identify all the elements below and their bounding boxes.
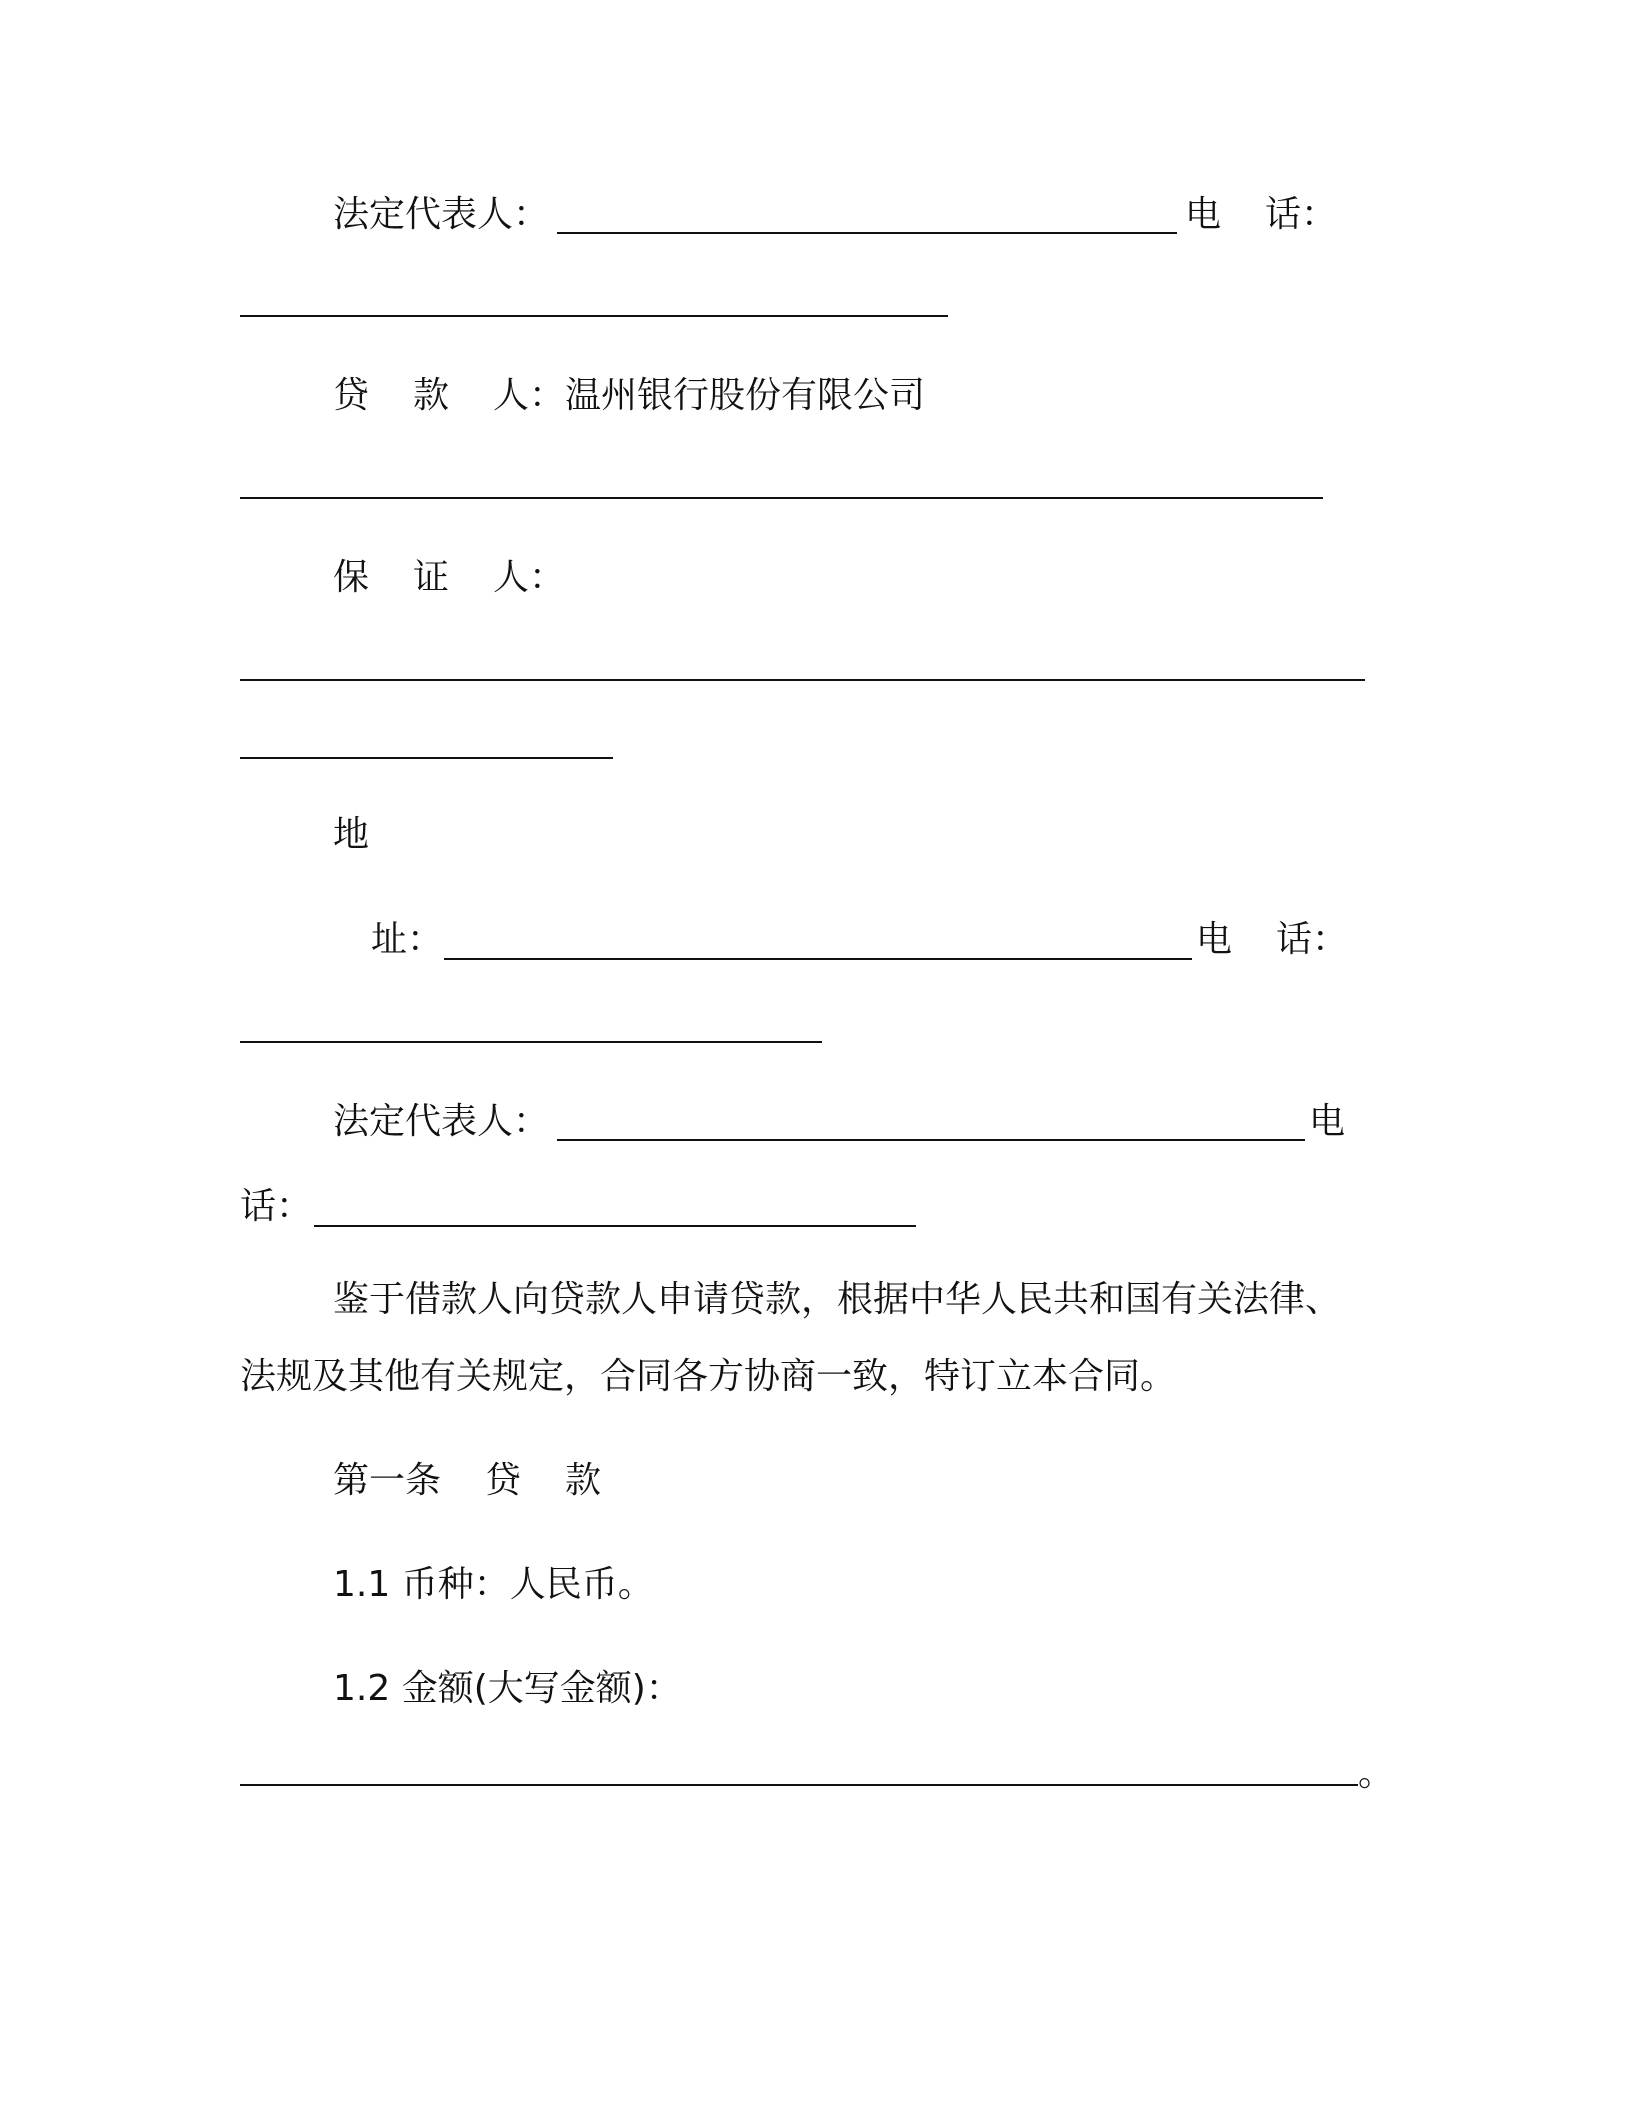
- guarantor-legal-rep-phone-blank[interactable]: [314, 1225, 916, 1227]
- address-blank[interactable]: [444, 958, 1192, 960]
- amount-blank[interactable]: [240, 1784, 1358, 1786]
- lender-row: 贷 款 人：温州银行股份有限公司: [333, 375, 926, 416]
- borrower-legal-rep-row: [333, 193, 549, 237]
- clause-1-1: 1.1 币种：人民币。: [333, 1564, 654, 1605]
- legal-rep-phone-blank[interactable]: [240, 315, 948, 317]
- address-label-top: 地: [333, 814, 370, 855]
- guarantor-legal-rep-blank[interactable]: [557, 1139, 1305, 1141]
- guarantor-row: 保 证 人：: [333, 557, 566, 598]
- address-label-bottom: 址：: [371, 919, 444, 960]
- guarantor-legal-rep-phone-1: 电: [1309, 1101, 1346, 1142]
- legal-rep-phone-label: 电 话：: [1185, 194, 1338, 235]
- guarantor-blank-1[interactable]: [240, 679, 1365, 681]
- guarantor-legal-rep-phone-2: 话：: [240, 1186, 313, 1227]
- address-phone-blank[interactable]: [240, 1041, 822, 1043]
- article-1-title: 第一条 贷 款: [333, 1460, 602, 1501]
- guarantor-legal-rep-row: 法定代表人：: [333, 1101, 550, 1142]
- amount-end-mark: 。: [1358, 1753, 1395, 1794]
- preamble-line-1: 鉴于借款人向贷款人申请贷款，根据中华人民共和国有关法律、: [333, 1279, 1342, 1320]
- guarantor-blank-2[interactable]: [240, 757, 613, 759]
- preamble-line-2: 法规及其他有关规定，合同各方协商一致，特订立本合同。: [240, 1356, 1177, 1397]
- legal-rep-label: 法定代表人：: [333, 194, 550, 235]
- lender-blank[interactable]: [240, 497, 1323, 499]
- address-phone-label: 电 话：: [1196, 919, 1349, 960]
- legal-rep-blank[interactable]: [557, 232, 1177, 234]
- lender-name: 温州银行股份有限公司: [565, 375, 926, 416]
- clause-1-2: 1.2 金额(大写金额)：: [333, 1668, 682, 1709]
